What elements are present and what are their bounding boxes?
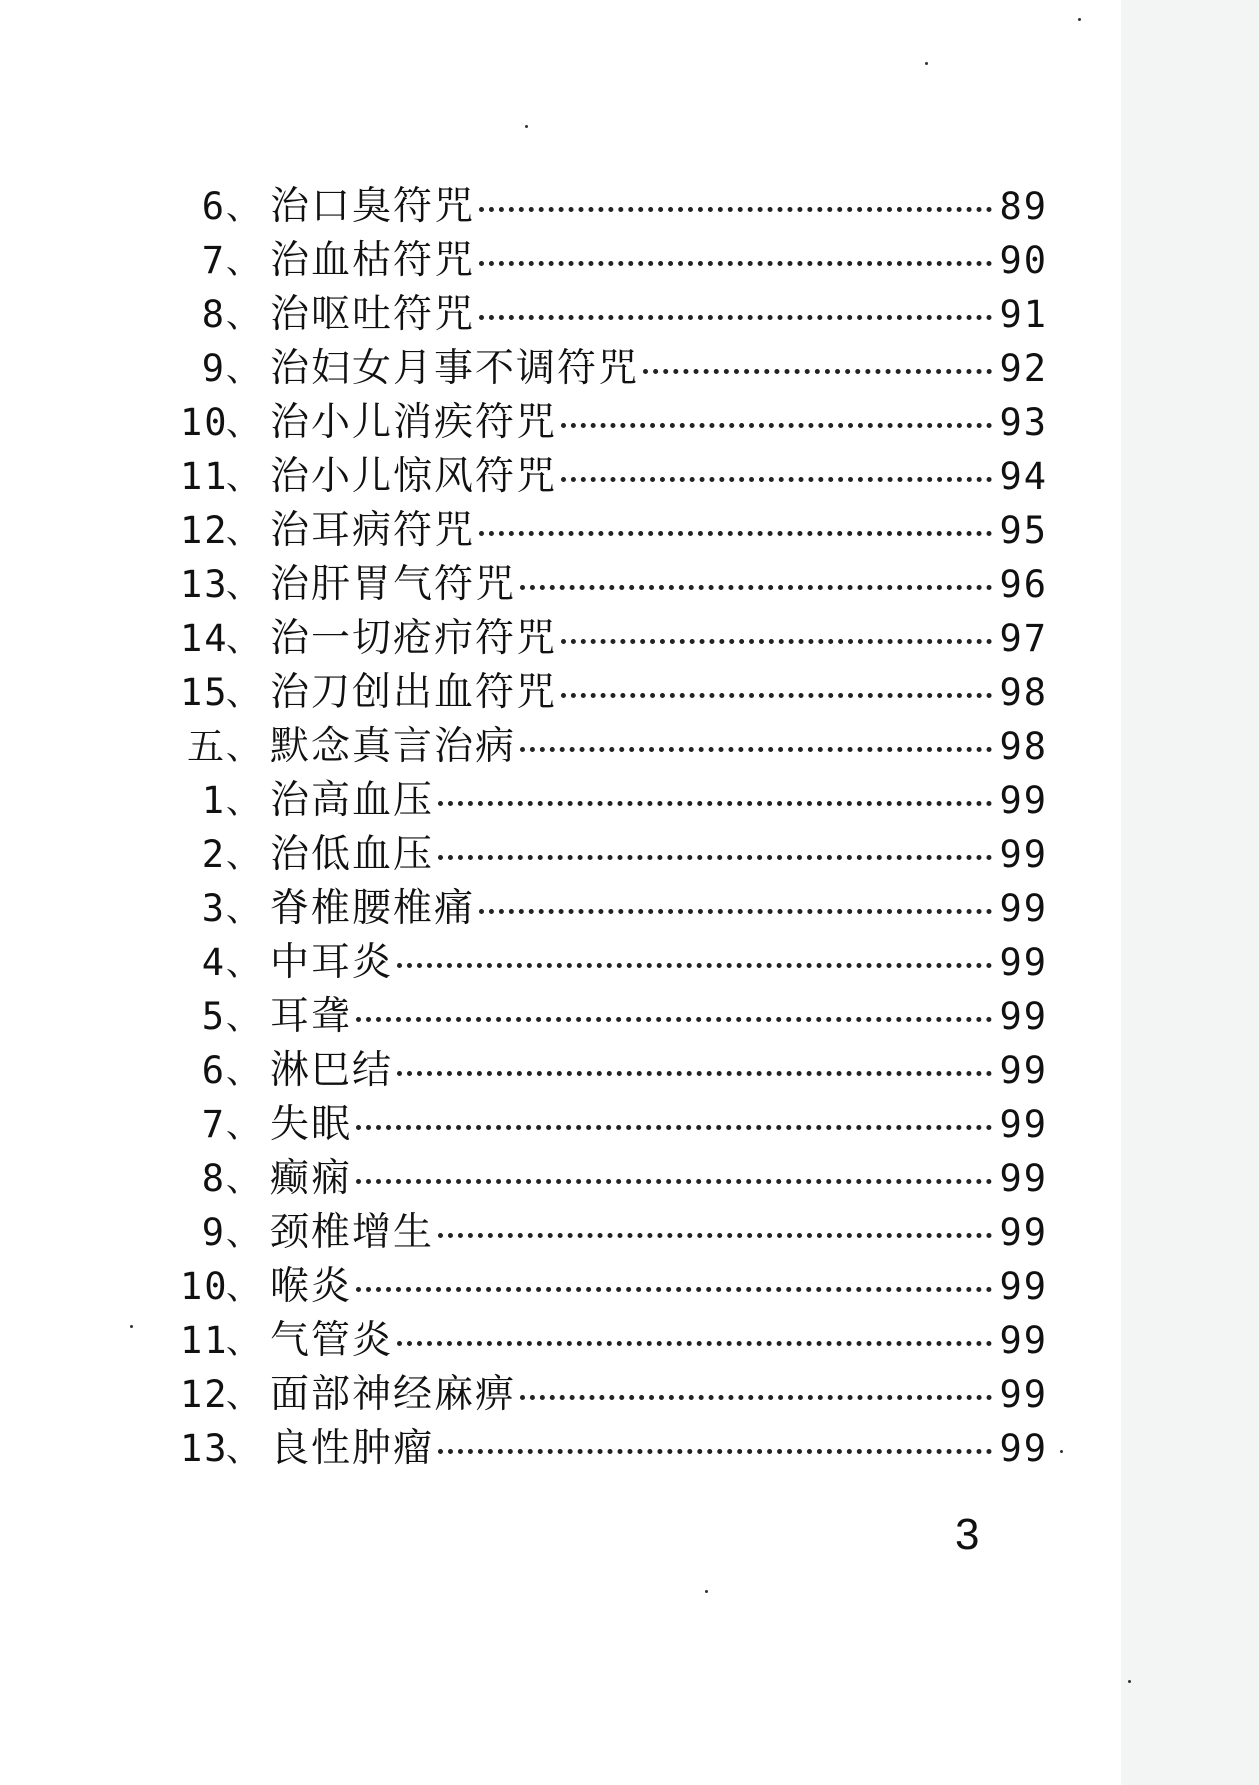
scan-speck — [130, 1325, 133, 1328]
entry-number: 3 — [201, 887, 226, 930]
entry-title: 淋巴结 — [270, 1048, 394, 1093]
toc-entry[interactable] — [180, 175, 1048, 229]
entry-page: 94 — [999, 455, 1048, 498]
entry-number: 6 — [201, 185, 226, 228]
toc-entry[interactable] — [180, 823, 1048, 877]
dot-leader — [520, 585, 992, 590]
entry-separator: 、 — [226, 1214, 262, 1254]
entry-title: 治一切疮疖符咒 — [270, 616, 558, 661]
toc-entry[interactable] — [180, 1255, 1048, 1309]
entry-title: 喉炎 — [270, 1264, 353, 1309]
scan-speck — [1128, 1680, 1131, 1683]
entry-page: 99 — [999, 779, 1048, 822]
entry-separator: 、 — [226, 674, 262, 714]
toc-entry[interactable] — [180, 877, 1048, 931]
entry-title: 默念真言治病 — [270, 724, 517, 769]
entry-number: 15 — [180, 671, 229, 714]
entry-number: 13 — [180, 563, 229, 606]
toc-entry[interactable] — [180, 607, 1048, 661]
dot-leader — [356, 1179, 992, 1184]
scan-speck — [1060, 1450, 1063, 1453]
entry-page: 95 — [999, 509, 1048, 552]
toc-entry[interactable] — [180, 499, 1048, 553]
entry-number: 10 — [180, 1265, 229, 1308]
entry-number: 4 — [201, 941, 226, 984]
entry-title: 治妇女月事不调符咒 — [270, 346, 640, 391]
toc-entry[interactable] — [180, 553, 1048, 607]
toc-entry[interactable] — [180, 715, 1048, 769]
entry-title: 脊椎腰椎痛 — [270, 886, 476, 931]
entry-number: 7 — [201, 1103, 226, 1146]
entry-number: 13 — [180, 1427, 229, 1470]
dot-leader — [397, 1341, 992, 1346]
scan-speck — [705, 1590, 708, 1593]
dot-leader — [397, 1071, 992, 1076]
toc-entry[interactable] — [180, 391, 1048, 445]
toc-entry[interactable] — [180, 445, 1048, 499]
entry-number: 10 — [180, 401, 229, 444]
entry-title: 良性肿瘤 — [270, 1426, 435, 1471]
entry-number: 1 — [201, 779, 226, 822]
entry-number: 5 — [201, 995, 226, 1038]
entry-title: 治刀创出血符咒 — [270, 670, 558, 715]
toc-entry[interactable] — [180, 283, 1048, 337]
toc-entry[interactable] — [180, 1417, 1048, 1471]
dot-leader — [438, 801, 992, 806]
entry-page: 89 — [999, 185, 1048, 228]
entry-number: 五 — [187, 725, 226, 768]
toc-entry[interactable] — [180, 1309, 1048, 1363]
entry-number: 7 — [201, 239, 226, 282]
dot-leader — [561, 639, 992, 644]
dot-leader — [520, 1395, 992, 1400]
entry-title: 失眠 — [270, 1102, 353, 1147]
dot-leader — [438, 1233, 992, 1238]
entry-separator: 、 — [226, 242, 262, 282]
entry-title: 治肝胃气符咒 — [270, 562, 517, 607]
entry-separator: 、 — [226, 512, 262, 552]
dot-leader — [561, 477, 992, 482]
toc-entry[interactable] — [180, 769, 1048, 823]
entry-number: 12 — [180, 1373, 229, 1416]
entry-page: 91 — [999, 293, 1048, 336]
scan-speck — [1078, 18, 1081, 21]
entry-number: 12 — [180, 509, 229, 552]
dot-leader — [479, 315, 992, 320]
entry-title: 耳聋 — [270, 994, 353, 1039]
dot-leader — [438, 1449, 992, 1454]
entry-title: 面部神经麻痹 — [270, 1372, 517, 1417]
toc-entry[interactable] — [180, 1039, 1048, 1093]
entry-separator: 、 — [226, 404, 262, 444]
entry-separator: 、 — [226, 1052, 262, 1092]
entry-separator: 、 — [226, 890, 262, 930]
entry-number: 2 — [201, 833, 226, 876]
entry-number: 9 — [201, 347, 226, 390]
entry-page: 99 — [999, 1265, 1048, 1308]
dot-leader — [479, 261, 992, 266]
entry-separator: 、 — [226, 350, 262, 390]
entry-title: 颈椎增生 — [270, 1210, 435, 1255]
entry-title: 癫痫 — [270, 1156, 353, 1201]
entry-separator: 、 — [226, 782, 262, 822]
dot-leader — [479, 909, 992, 914]
dot-leader — [520, 747, 992, 752]
entry-separator: 、 — [226, 1268, 262, 1308]
entry-separator: 、 — [226, 566, 262, 606]
entry-separator: 、 — [226, 1322, 262, 1362]
entry-separator: 、 — [226, 458, 262, 498]
dot-leader — [643, 369, 992, 374]
entry-number: 9 — [201, 1211, 226, 1254]
page-number: 3 — [955, 1510, 980, 1559]
entry-number: 11 — [180, 1319, 229, 1362]
toc-entry[interactable] — [180, 1093, 1048, 1147]
entry-title: 治低血压 — [270, 832, 435, 877]
entry-title: 治呕吐符咒 — [270, 292, 476, 337]
entry-page: 99 — [999, 1211, 1048, 1254]
entry-title: 治小儿消疾符咒 — [270, 400, 558, 445]
dot-leader — [479, 207, 992, 212]
dot-leader — [561, 693, 992, 698]
entry-separator: 、 — [226, 1430, 262, 1470]
dot-leader — [397, 963, 992, 968]
entry-page: 99 — [999, 1103, 1048, 1146]
scan-edge-shade — [1121, 0, 1259, 1785]
scan-speck — [525, 125, 528, 128]
entry-page: 99 — [999, 1373, 1048, 1416]
entry-page: 93 — [999, 401, 1048, 444]
toc-entry[interactable] — [180, 1363, 1048, 1417]
entry-number: 8 — [201, 293, 226, 336]
dot-leader — [561, 423, 992, 428]
toc-entry[interactable] — [180, 337, 1048, 391]
toc-entry[interactable] — [180, 931, 1048, 985]
entry-separator: 、 — [226, 188, 262, 228]
entry-page: 98 — [999, 725, 1048, 768]
dot-leader — [356, 1017, 992, 1022]
entry-page: 96 — [999, 563, 1048, 606]
entry-separator: 、 — [226, 728, 262, 768]
entry-page: 99 — [999, 1319, 1048, 1362]
entry-title: 治高血压 — [270, 778, 435, 823]
entry-title: 治耳病符咒 — [270, 508, 476, 553]
entry-separator: 、 — [226, 620, 262, 660]
toc-entry[interactable] — [180, 985, 1048, 1039]
entry-title: 治小儿惊风符咒 — [270, 454, 558, 499]
entry-title: 气管炎 — [270, 1318, 394, 1363]
toc-entry[interactable] — [180, 229, 1048, 283]
entry-title: 治血枯符咒 — [270, 238, 476, 283]
scan-speck — [925, 62, 928, 65]
entry-separator: 、 — [226, 944, 262, 984]
entry-number: 14 — [180, 617, 229, 660]
dot-leader — [479, 531, 992, 536]
entry-title: 中耳炎 — [270, 940, 394, 985]
toc-entry[interactable] — [180, 1201, 1048, 1255]
entry-page: 99 — [999, 941, 1048, 984]
entry-number: 6 — [201, 1049, 226, 1092]
toc-entry[interactable] — [180, 661, 1048, 715]
entry-title: 治口臭符咒 — [270, 184, 476, 229]
entry-page: 97 — [999, 617, 1048, 660]
table-of-contents — [180, 175, 1048, 1471]
entry-page: 99 — [999, 1157, 1048, 1200]
entry-page: 98 — [999, 671, 1048, 714]
entry-number: 8 — [201, 1157, 226, 1200]
dot-leader — [356, 1125, 992, 1130]
entry-separator: 、 — [226, 1160, 262, 1200]
entry-page: 99 — [999, 1049, 1048, 1092]
entry-page: 90 — [999, 239, 1048, 282]
entry-separator: 、 — [226, 836, 262, 876]
entry-separator: 、 — [226, 296, 262, 336]
entry-page: 99 — [999, 833, 1048, 876]
entry-page: 99 — [999, 887, 1048, 930]
entry-page: 99 — [999, 995, 1048, 1038]
dot-leader — [438, 855, 992, 860]
toc-entry[interactable] — [180, 1147, 1048, 1201]
dot-leader — [356, 1287, 992, 1292]
entry-page: 99 — [999, 1427, 1048, 1470]
entry-separator: 、 — [226, 1376, 262, 1416]
entry-separator: 、 — [226, 1106, 262, 1146]
entry-separator: 、 — [226, 998, 262, 1038]
entry-page: 92 — [999, 347, 1048, 390]
entry-number: 11 — [180, 455, 229, 498]
